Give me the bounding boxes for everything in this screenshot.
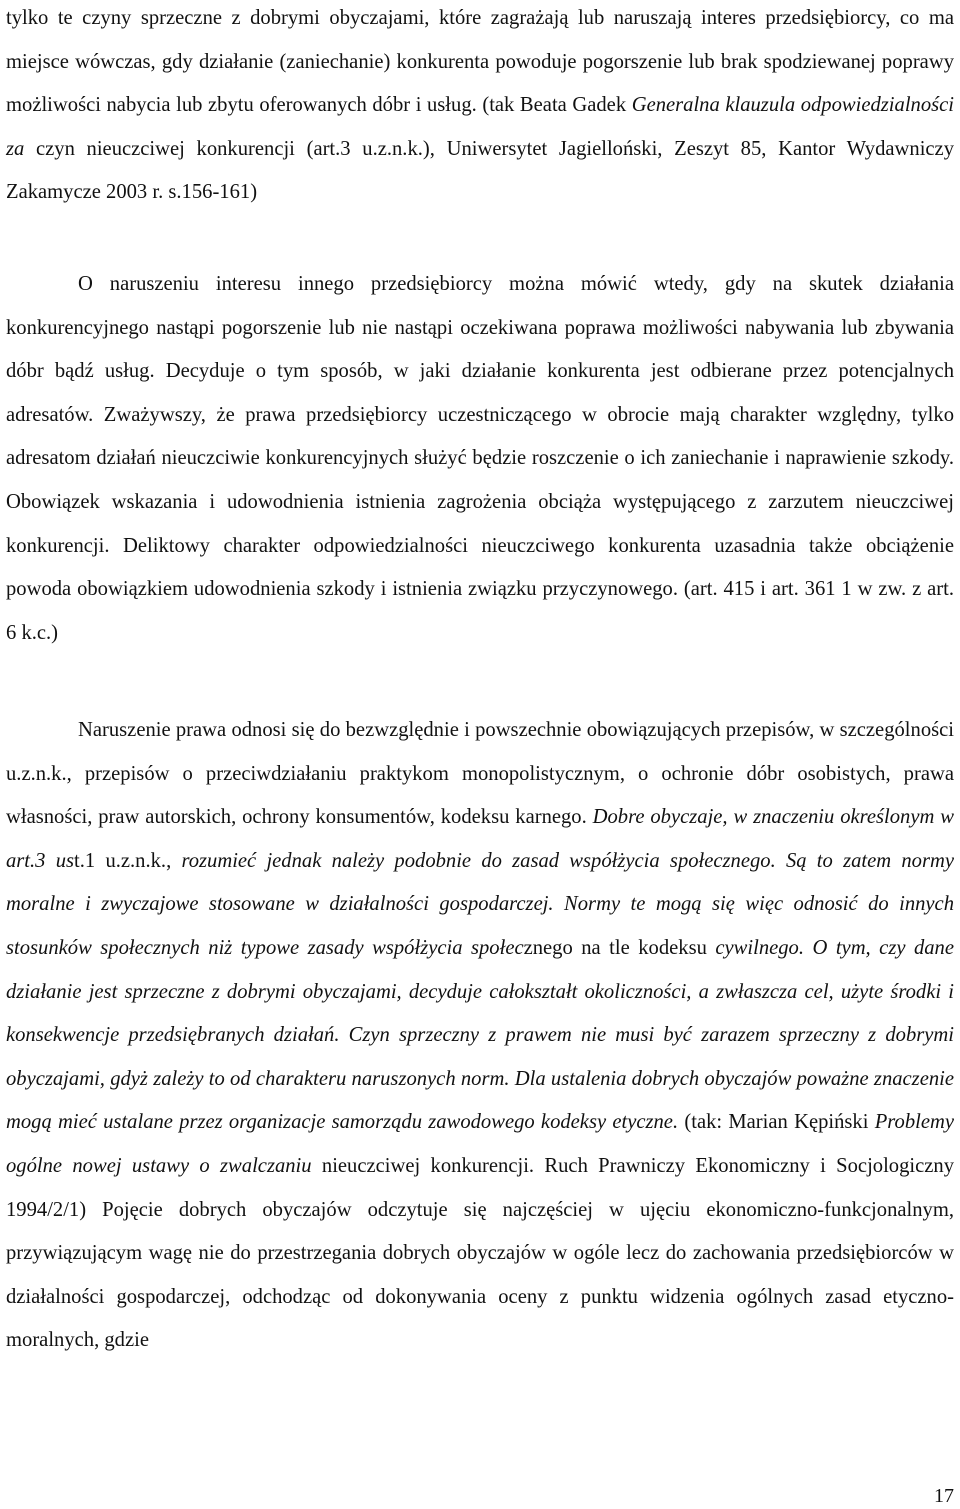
text-run-italic: Generalna klauzula odpowiedzialności za [6, 94, 955, 160]
text-run-italic: cywilnego. O tym, czy dane działanie jest sprzeczne z dobrymi obyczajami, decyduje całokształt okoliczności, a zwłaszcza cel, użyte środki i konsekwencje przedsiębranych działań. Czyn sprzeczny z prawem nie musi być zarazem sprzeczny z dobrymi obyczajami, gdyż zależy to od charakteru naruszonych norm. Dla ustalenia dobrych obyczajów poważne znaczenie mogą mieć ustalane przez organizacje samorządu zawodowego kodeksy etyczne. [6, 936, 954, 1134]
text-run: Naruszenie prawa odnosi się do bezwzględnie i powszechnie obowiązujących przepisów, w szczególności u.z.n.k., przepisów o przeciwdziałaniu praktykom monopolistycznym, o ochronie dóbr osobistych, prawa własności, praw autorskich, ochrony konsumentów, kodeksu karnego. [6, 719, 954, 829]
text-run-italic: rozumieć jednak należy podobnie do zasad współżycia społecznego. Są to zatem normy moralne i zwyczajowe stosowane w działalności gospodarczej. Normy te mogą się więc odnosić do innych stosunków społecznych niż typowe zasady współżycia społec [6, 849, 954, 959]
paragraph-2 [6, 263, 954, 655]
text-run: nieuczciwej konkurencji. Ruch Prawniczy Ekonomiczny i Socjologiczny 1994/2/1) Pojęcie dobrych obyczajów odczytuje się najczęściej w ujęciu ekonomiczno-funkcjonalnym, przywiązującym wagę nie do przestrzegania dobrych obyczajów w ogóle lecz do zachowania przedsiębiorców w działalności gospodarczej, odchodząc od dokonywania oceny z punktu widzenia ogólnych zasad etyczno-moralnych, gdzie [6, 1154, 954, 1352]
text-run: t.1 u.z.n.k., [74, 849, 182, 872]
text-run: znego na tle kodeksu [523, 936, 716, 959]
paragraph-3 [6, 709, 954, 1363]
text-run-italic: Dobre obyczaje, w znaczeniu określonym w art.3 us [6, 806, 954, 872]
text-run-italic: Problemy ogólne nowej ustawy o zwalczaniu [6, 1111, 954, 1177]
text-run: O naruszeniu interesu innego przedsiębiorcy można mówić wtedy, gdy na skutek działania konkurencyjnego nastąpi pogorszenie lub nie nastąpi oczekiwana poprawa możliwości nabywania lub zbywania dóbr bądź usług. Decyduje o tym sposób, w jaki działanie konkurenta jest odbierane przez potencjalnych adresatów. Zważywszy, że prawa przedsiębiorcy uczestniczącego w obrocie mają charakter względny, tylko adresatom działań nieuczciwie konkurencyjnych służyć będzie roszczenie o ich zaniechanie i naprawienie szkody. Obowiązek wskazania i udowodnienia istnienia zagrożenia obciąża występującego z zarzutem nieuczciwej konkurencji. Deliktowy charakter odpowiedzialności nieuczciwego konkurenta uzasadnia także obciążenie powoda obowiązkiem udowodnienia szkody i istnienia związku przyczynowego. (art. 415 i art. 361 1 w zw. z art. 6 k.c.) [6, 273, 954, 644]
page-number: 17 [934, 1485, 954, 1507]
paragraph-1 [6, 0, 954, 215]
text-run: tylko te czyny sprzeczne z dobrymi obyczajami, które zagrażają lub naruszają interes przedsiębiorcy, co ma miejsce wówczas, gdy działanie (zaniechanie) konkurenta powoduje pogorszenie lub brak spodziewanej poprawy możliwości nabycia lub zbytu oferowanych dóbr i usług. (tak Beata Gadek [6, 7, 954, 117]
text-run: (tak: Marian Kępiński [678, 1111, 875, 1134]
text-run: czyn nieuczciwej konkurencji (art.3 u.z.n.k.), Uniwersytet Jagielloński, Zeszyt 85, Kantor Wydawniczy Zakamycze 2003 r. s.156-161) [6, 137, 954, 204]
